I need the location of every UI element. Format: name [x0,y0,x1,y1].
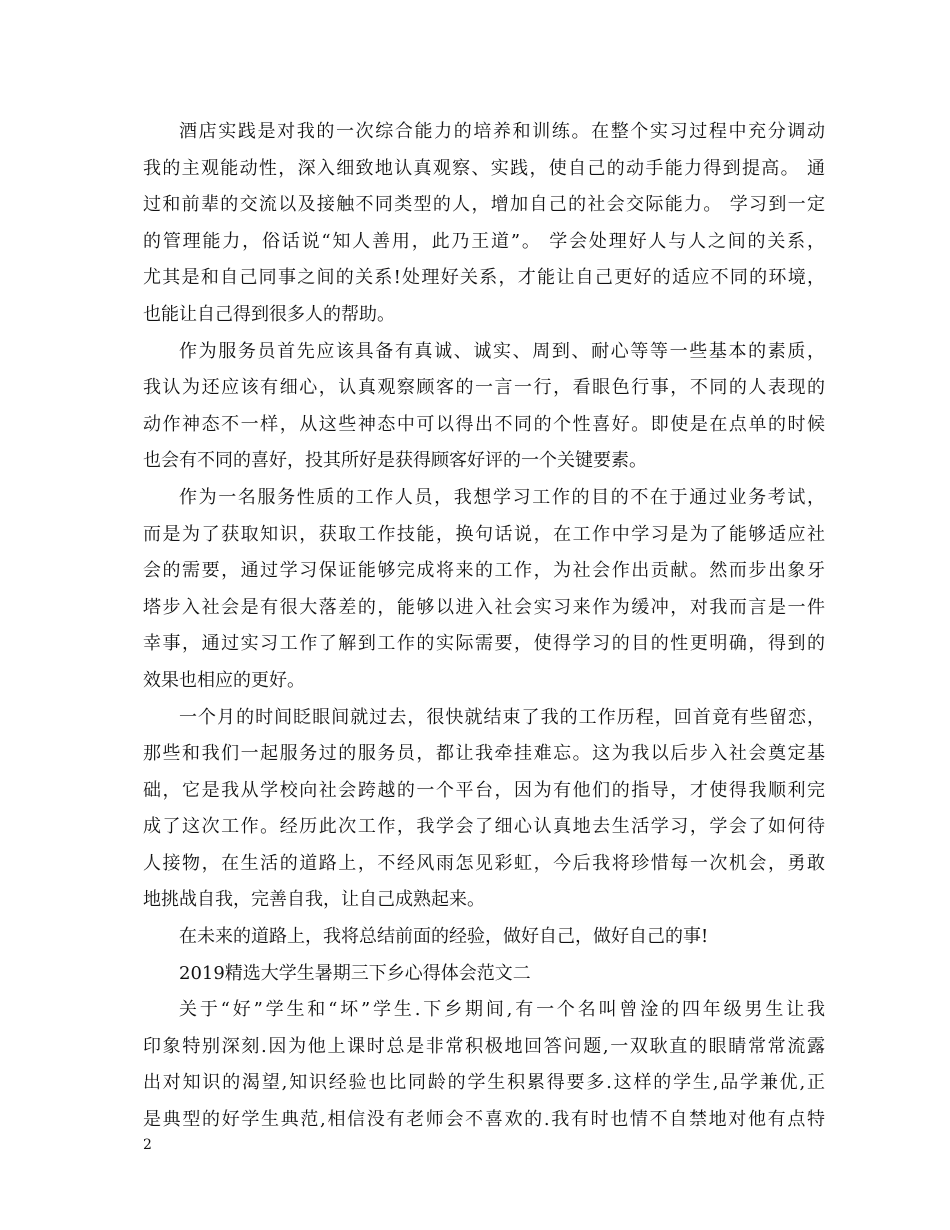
text-line: 尤其是和自己同事之间的关系!处理好关系，才能让自己更好的适应不同的环境， [143,267,825,289]
text-line: 动作神态不一样，从这些神态中可以得出不同的个性喜好。即使是在点单的时候 [143,413,825,435]
text-line: 的管理能力，俗话说“知人善用，此乃王道”。 学会处理好人与人之间的关系， [143,230,825,252]
text-line: 作为服务员首先应该具备有真诚、诚实、周到、耐心等等一些基本的素质， [179,340,825,362]
text-line: 而是为了获取知识，获取工作技能，换句话说，在工作中学习是为了能够适应社 [143,523,825,545]
text-line: 会的需要，通过学习保证能够完成将来的工作，为社会作出贡献。然而步出象牙 [143,560,825,582]
paragraph-learning-purpose [143,480,825,700]
text-line: 是典型的好学生典范,相信没有老师会不喜欢的.我有时也情不自禁地对他有点特 [143,1109,825,1131]
text-line: 础，它是我从学校向社会跨越的一个平台，因为有他们的指导，才使得我顺利完 [143,779,825,801]
text-line: 过和前辈的交流以及接触不同类型的人，增加自己的社会交际能力。 学习到一定 [143,194,825,216]
text-line: 印象特别深刻.因为他上课时总是非常积极地回答问题,一双耿直的眼睛常常流露 [143,1035,825,1057]
text-line: 效果也相应的更好。 [143,669,305,691]
text-line: 一个月的时间眨眼间就过去，很快就结束了我的工作历程，回首竟有些留恋， [179,706,825,728]
text-line: 幸事，通过实习工作了解到工作的实际需要，使得学习的目的性更明确，得到的 [143,633,825,655]
text-line: 作为一名服务性质的工作人员，我想学习工作的目的不在于通过业务考试， [179,486,825,508]
text-line: 塔步入社会是有很大落差的，能够以进入社会实习来作为缓冲，对我而言是一件 [143,596,825,618]
section-title: 2019精选大学生暑期三下乡心得体会范文二 [179,962,531,984]
document-body [143,114,825,1139]
section-heading [143,956,825,993]
page-number: 2 [143,1137,152,1153]
paragraph-future-road [143,919,825,956]
text-line: 人接物，在生活的道路上，不经风雨怎见彩虹，今后我将珍惜每一次机会，勇敢 [143,852,825,874]
text-line: 也能让自己得到很多人的帮助。 [143,303,395,325]
text-line: 地挑战自我，完善自我，让自己成熟起来。 [143,889,485,911]
text-line: 也会有不同的喜好，投其所好是获得顾客好评的一个关键要素。 [143,450,647,472]
text-line: 在未来的道路上，我将总结前面的经验，做好自己，做好自己的事! [179,926,709,948]
paragraph-good-bad-students [143,992,825,1138]
paragraph-hotel-practice [143,114,825,334]
text-line: 酒店实践是对我的一次综合能力的培养和训练。在整个实习过程中充分调动 [179,121,825,142]
paragraph-waiter-qualities [143,334,825,480]
paragraph-one-month [143,700,825,920]
text-line: 我认为还应该有细心，认真观察顾客的一言一行，看眼色行事，不同的人表现的 [143,377,825,399]
text-line: 出对知识的渴望,知识经验也比同龄的学生积累得要多.这样的学生,品学兼优,正 [143,1072,825,1094]
text-line: 成了这次工作。经历此次工作，我学会了细心认真地去生活学习，学会了如何待 [143,816,825,838]
text-line: 那些和我们一起服务过的服务员，都让我牵挂难忘。这为我以后步入社会奠定基 [143,743,825,765]
text-line: 我的主观能动性，深入细致地认真观察、实践，使自己的动手能力得到提高。 通 [143,157,825,179]
text-line: 关于“好”学生和“坏”学生.下乡期间,有一个名叫曾淦的四年级男生让我 [179,999,825,1021]
